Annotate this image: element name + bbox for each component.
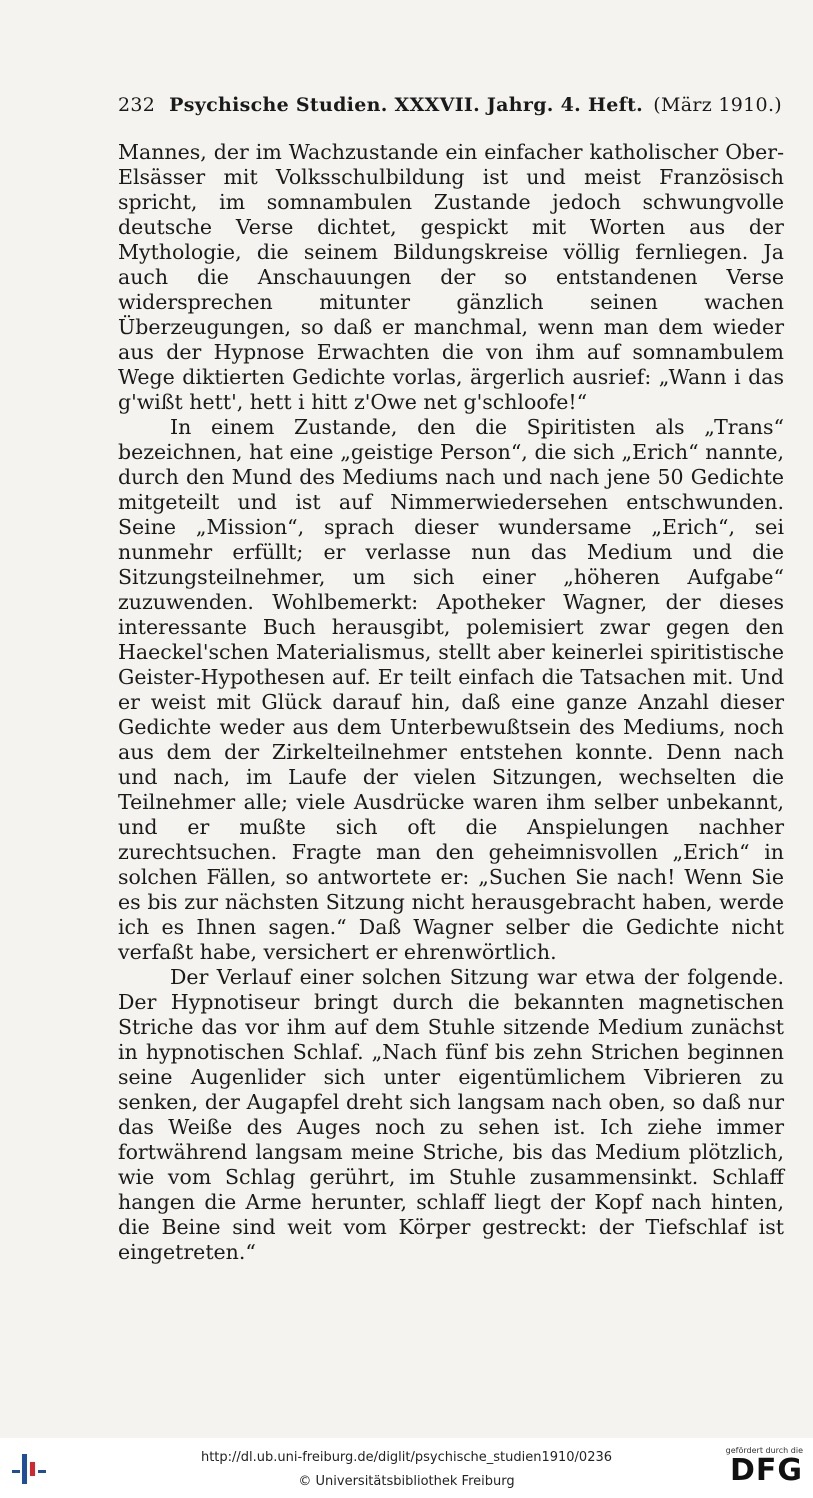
journal-title: Psychische Studien. XXXVII. Jahrg. 4. Heft. (169, 94, 644, 116)
issue-date: (März 1910.) (653, 94, 782, 116)
source-url-link[interactable]: http://dl.ub.uni-freiburg.de/diglit/psychische_studien1910/0236 (200, 1450, 613, 1465)
paragraph: Der Verlauf einer solchen Sitzung war etwa der folgende. Der Hypnotiseur bringt durch die bekannten magnetischen Striche das vor ihm auf dem Stuhle sitzende Medium zunächst in hypnotischen Schlaf. „Nach fünf bis zehn Strichen beginnen seine Augenlider sich unter eigentümlichem Vibrieren zu senken, der Augapfel dreht sich langsam nach oben, so daß nur das Weiße des Auges noch zu sehen ist. Ich ziehe immer fortwährend langsam meine Striche, bis das Medium plötzlich, wie vom Schlag gerührt, im Stuhle zusammensinkt. Schlaff hangen die Arme herunter, schlaff liegt der Kopf nach hinten, die Beine sind weit vom Körper gestreckt: der Tiefschlaf ist eingetreten.“ (118, 965, 784, 1264)
dfg-logo-text: DFG (729, 1453, 803, 1488)
page-number: 232 (118, 94, 156, 116)
paragraph: In einem Zustande, den die Spiritisten als „Trans“ bezeichnen, hat eine „geistige Person“, die sich „Erich“ nannte, durch den Mund des Mediums nach und nach jene 50 Gedichte mitgeteilt und ist auf Nimmerwiedersehen entschwunden. Seine „Mission“, sprach dieser wundersame „Erich“, sei nunmehr erfüllt; er verlasse nun das Medium und die Sitzungsteilnehmer, um sich einer „höheren Aufgabe“ zuzuwenden. Wohlbemerkt: Apotheker Wagner, der dieses interessante Buch herausgibt, polemisiert zwar gegen den Haeckel'schen Materialismus, stellt aber keinerlei spiritistische Geister-Hypothesen auf. Er teilt einfach die Tatsachen mit. Und er weist mit Glück darauf hin, daß eine ganze Anzahl dieser Gedichte weder aus dem Unterbewußtsein des Mediums, noch aus dem der Zirkelteilnehmer entstehen konnte. Denn nach und nach, im Laufe der vielen Sitzungen, wechselten die Teilnehmer alle; viele Ausdrücke waren ihm selber unbekannt, und er mußte sich oft die Anspielungen nachher zurechtsuchen. Fragte man den geheimnisvollen „Erich“ in solchen Fällen, so antwortete er: „Suchen Sie nach! Wenn Sie es bis zur nächsten Sitzung nicht herausgebracht haben, werde ich es Ihnen sagen.“ Daß Wagner selber die Gedichte nicht verfaßt habe, versichert er ehrenwörtlich. (118, 415, 784, 964)
dfg-logo (726, 1446, 803, 1487)
viewer-footer (0, 1438, 813, 1498)
body-text (118, 140, 784, 1265)
paragraph: Mannes, der im Wachzustande ein einfacher katholischer Ober-Elsässer mit Volksschulbildung ist und meist Französisch spricht, im somnambulen Zustande jedoch schwungvolle deutsche Verse dichtet, gespickt mit Worten aus der Mythologie, die seinem Bildungskreise völlig fernliegen. Ja auch die Anschauungen der so entstandenen Verse widersprechen mitunter gänzlich seinen wachen Überzeugungen, so daß er manchmal, wenn man dem wieder aus der Hypnose Erwachten die von ihm auf somnambulem Wege diktierten Gedichte vorlas, ärgerlich ausrief: „Wann i das g'wißt hett', hett i hitt z'Owe net g'schloofe!“ (118, 140, 784, 414)
copyright-notice: © Universitätsbibliothek Freiburg (298, 1474, 515, 1489)
funding-caption: gefördert durch die (725, 1446, 803, 1455)
running-header (118, 94, 782, 116)
